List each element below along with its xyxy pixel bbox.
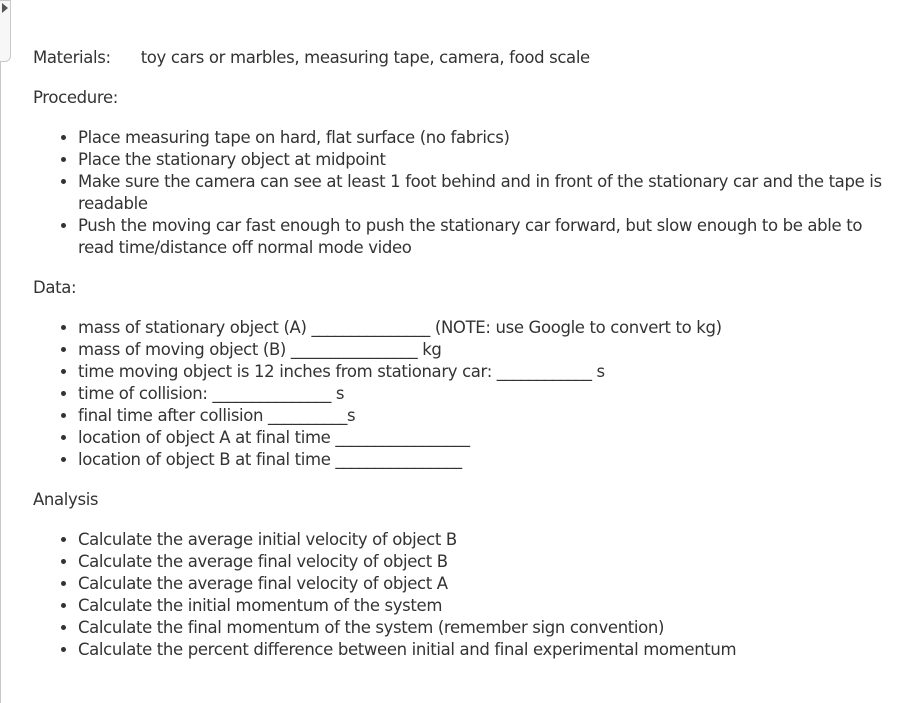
data-item: • location of object B at final time ________________ bbox=[78, 449, 893, 471]
procedure-item: • Push the moving car fast enough to push the stationary car forward, but slow enough to be able to read time/distance off normal mode video bbox=[78, 215, 893, 259]
data-item: • time of collision: _______________ s bbox=[78, 383, 893, 405]
procedure-item: • Place the stationary object at midpoint bbox=[78, 149, 893, 171]
analysis-item: • Calculate the percent difference between initial and final experimental momentum bbox=[78, 639, 893, 661]
data-heading: Data: bbox=[33, 278, 77, 297]
materials-value: toy cars or marbles, measuring tape, camera, food scale bbox=[140, 48, 590, 67]
data-list bbox=[33, 317, 893, 471]
analysis-item: • Calculate the final momentum of the system (remember sign convention) bbox=[78, 617, 893, 639]
materials-label: Materials: bbox=[33, 48, 111, 67]
document-content bbox=[33, 47, 893, 679]
collapse-toggle-button[interactable] bbox=[0, 0, 11, 62]
analysis-item: • Calculate the average initial velocity of object B bbox=[78, 529, 893, 551]
triangle-right-icon bbox=[2, 3, 8, 13]
data-item: • final time after collision __________s bbox=[78, 405, 893, 427]
data-item: • time moving object is 12 inches from stationary car: ____________ s bbox=[78, 361, 893, 383]
procedure-item: • Place measuring tape on hard, flat surface (no fabrics) bbox=[78, 127, 893, 149]
procedure-list bbox=[33, 127, 893, 259]
procedure-item: • Make sure the camera can see at least 1 foot behind and in front of the stationary car and the tape is readable bbox=[78, 171, 893, 215]
materials-line bbox=[33, 47, 893, 69]
analysis-item: • Calculate the initial momentum of the system bbox=[78, 595, 893, 617]
data-item: • mass of moving object (B) ________________ kg bbox=[78, 339, 893, 361]
left-border bbox=[0, 0, 1, 703]
data-item: • mass of stationary object (A) _______________ (NOTE: use Google to convert to kg) bbox=[78, 317, 893, 339]
data-item: • location of object A at final time _________________ bbox=[78, 427, 893, 449]
procedure-heading: Procedure: bbox=[33, 88, 118, 107]
analysis-heading: Analysis bbox=[33, 490, 99, 509]
analysis-list bbox=[33, 529, 893, 661]
analysis-item: • Calculate the average final velocity of object B bbox=[78, 551, 893, 573]
analysis-item: • Calculate the average final velocity of object A bbox=[78, 573, 893, 595]
